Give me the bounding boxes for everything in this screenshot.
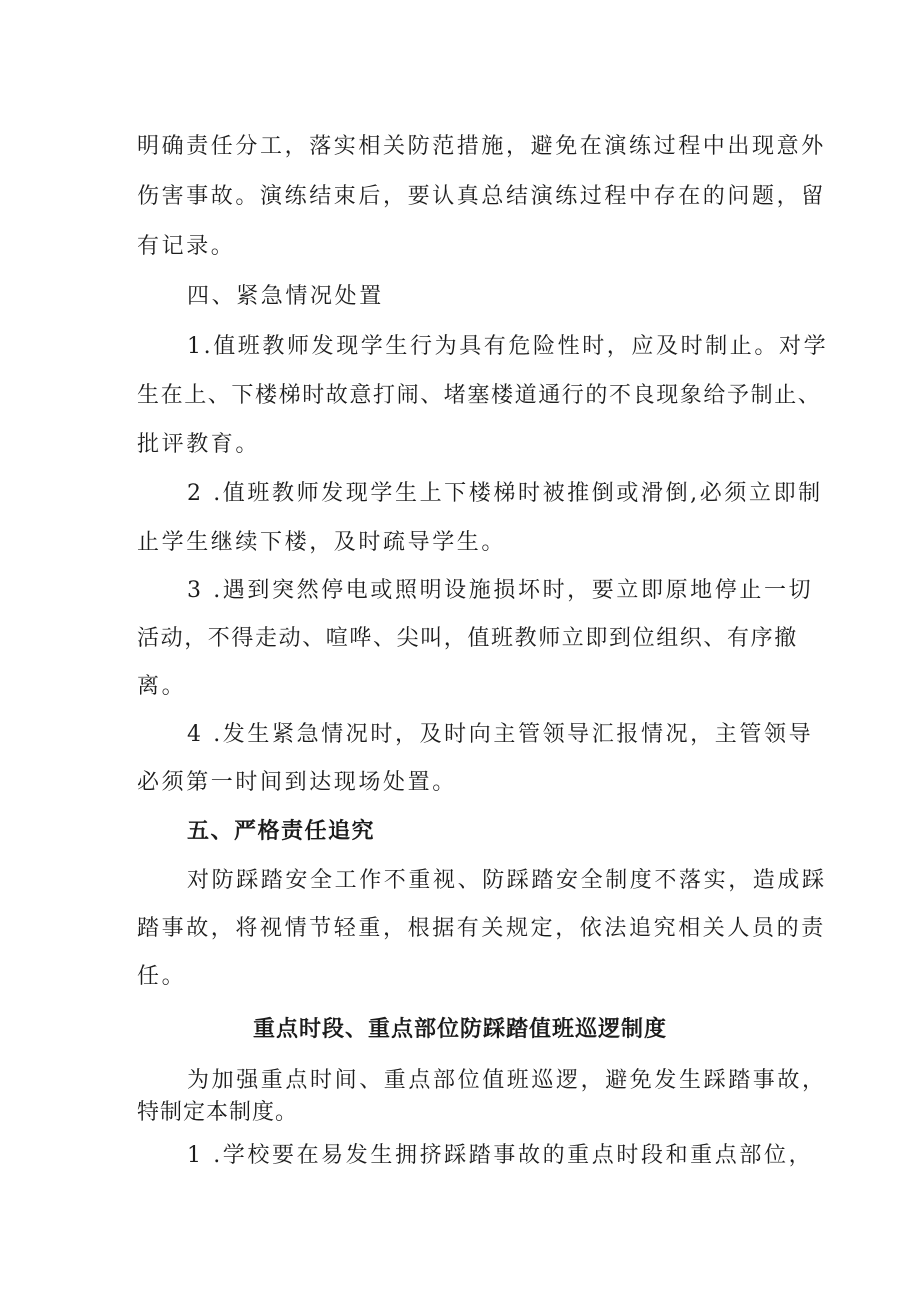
paragraph-line: 伤害事故。演练结束后，要认真总结演练过程中存在的问题，留 <box>137 184 826 209</box>
paragraph-line: 2 .值班教师发现学生上下楼梯时被推倒或滑倒,必须立即制 <box>187 481 823 506</box>
paragraph-line: 任。 <box>137 964 187 989</box>
paragraph-line: 1 .学校要在易发生拥挤踩踏事故的重点时段和重点部位， <box>187 1143 814 1168</box>
paragraph-line: 4 .发生紧急情况时，及时向主管领导汇报情况，主管领导 <box>187 722 814 747</box>
paragraph-line: 1.值班教师发现学生行为具有危险性时，应及时制止。对学 <box>187 334 829 359</box>
paragraph-line: 必须第一时间到达现场处置。 <box>137 770 457 795</box>
paragraph-line: 对防踩踏安全工作不重视、防踩踏安全制度不落实，造成踩 <box>187 868 827 893</box>
paragraph-line: 特制定本制度。 <box>137 1100 299 1125</box>
paragraph-line: 3 .遇到突然停电或照明设施损坏时，要立即原地停止一切 <box>187 578 814 603</box>
paragraph-line: 生在上、下楼梯时故意打闹、堵塞楼道通行的不良现象给予制止、 <box>137 383 822 408</box>
paragraph-line: 为加强重点时间、重点部位值班巡逻，避免发生踩踏事故， <box>187 1068 827 1093</box>
paragraph-line: 活动，不得走动、喧哗、尖叫，值班教师立即到位组织、有序撤 <box>137 626 798 651</box>
paragraph-line: 踏事故，将视情节轻重，根据有关规定，依法追究相关人员的责 <box>137 916 826 941</box>
section-heading-5: 五、严格责任追究 <box>187 819 376 844</box>
paragraph-line: 明确责任分工，落实相关防范措施，避免在演练过程中出现意外 <box>137 134 826 159</box>
document-title: 重点时段、重点部位防踩踏值班巡逻制度 <box>252 1017 667 1042</box>
paragraph-line: 离。 <box>137 674 187 699</box>
section-heading-4: 四、紧急情况处置 <box>187 284 384 309</box>
paragraph-line: 有记录。 <box>137 234 236 259</box>
paragraph-line: 止学生继续下楼，及时疏导学生。 <box>137 530 507 555</box>
paragraph-line: 批评教育。 <box>137 432 261 457</box>
